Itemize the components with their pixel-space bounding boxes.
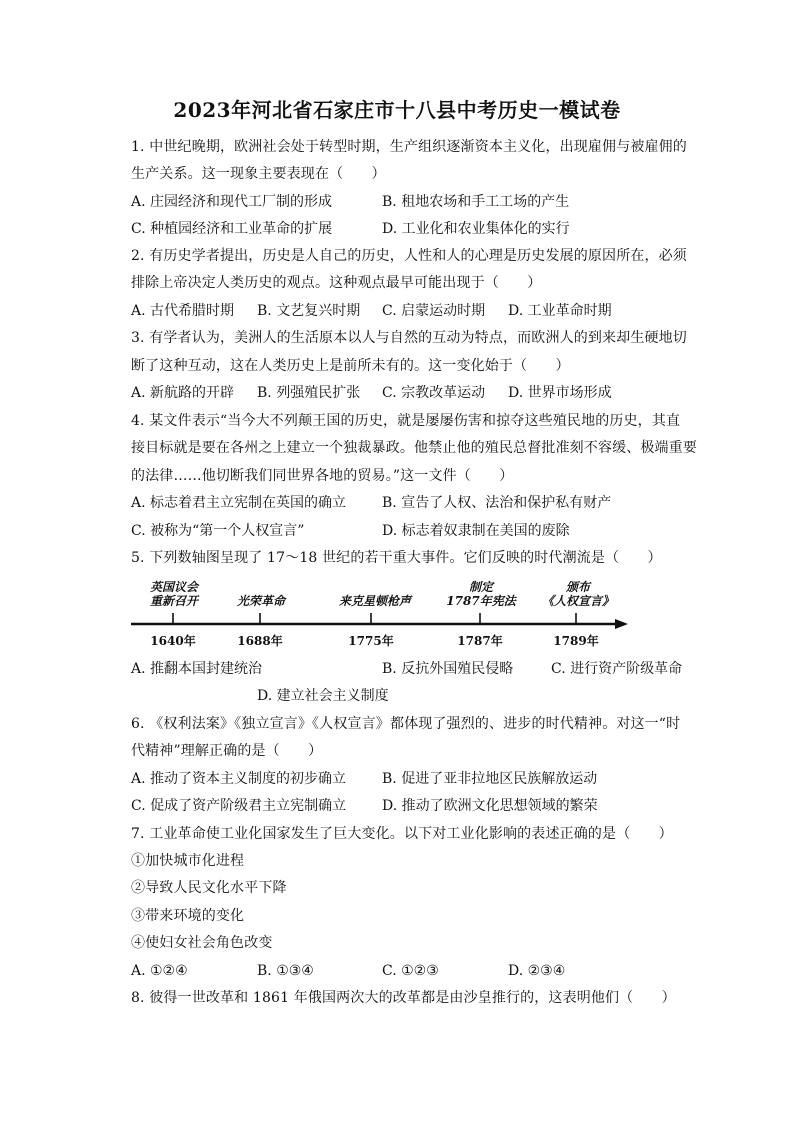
q7-option-b: B. ①③④ <box>257 963 314 979</box>
timeline-event-1640: 英国议会 重新召开 <box>149 580 198 608</box>
q5-stem-line1: 5. 下列数轴图呈现了 17～18 世纪的若干重大事件。它们反映的时代潮流是（ ） <box>131 550 662 566</box>
q4-option-d: D. 标志着奴隶制在美国的废除 <box>382 523 570 539</box>
q7-stem-line1: 7. 工业革命使工业化国家发生了巨大变化。以下对工业化影响的表述正确的是（ ） <box>131 826 673 842</box>
timeline-year-1775: 1775年 <box>348 634 394 648</box>
q1-stem-line2: 生产关系。这一现象主要表现在（ ） <box>131 166 386 182</box>
q1-option-c: C. 种植园经济和工业革命的扩展 <box>131 221 333 237</box>
q5-option-a: A. 推翻本国封建统治 <box>131 661 263 677</box>
timeline-axis-arrow-icon <box>615 619 628 629</box>
q4-stem-line3: 的法律……他切断我们同世界各地的贸易。”这一文件（ ） <box>131 468 514 484</box>
timeline-event-1787: 制定 1787年宪法 <box>446 580 516 608</box>
q1-option-a: A. 庄园经济和现代工厂制的形成 <box>131 194 333 210</box>
q3-option-b: B. 列强殖民扩张 <box>257 385 361 401</box>
q2-option-a: A. 古代希腊时期 <box>131 303 235 319</box>
q1-option-d: D. 工业化和农业集体化的实行 <box>382 221 570 237</box>
q8-stem-line1: 8. 彼得一世改革和 1861 年俄国两次大的改革都是由沙皇推行的，这表明他们（ ） <box>131 990 676 1006</box>
q2-stem-line2: 排除上帝决定人类历史的观点。这种观点最早可能出现于（ ） <box>131 275 542 291</box>
q5-option-d: D. 建立社会主义制度 <box>257 688 389 704</box>
q1-stem-line1: 1. 中世纪晚期，欧洲社会处于转型时期，生产组织逐渐资本主义化，出现雇佣与被雇佣的 <box>131 139 687 155</box>
q4-option-c: C. 被称为“第一个人权宣言” <box>131 523 305 539</box>
q3-option-a: A. 新航路的开辟 <box>131 385 235 401</box>
q6-option-b: B. 促进了亚非拉地区民族解放运动 <box>382 771 598 787</box>
q7-option-a: A. ①②④ <box>131 963 188 979</box>
q4-option-b: B. 宣告了人权、法治和保护私有财产 <box>382 495 612 511</box>
page-title: 2023年河北省石家庄市十八县中考历史一模试卷 <box>173 98 621 122</box>
q5-option-c: C. 进行资产阶级革命 <box>551 661 683 677</box>
q2-option-d: D. 工业革命时期 <box>508 303 612 319</box>
timeline-event-1688: 光荣革命 <box>236 594 285 608</box>
q4-stem-line2: 接目标就是要在各州之上建立一个独裁暴政。他禁止他的殖民总督批准刻不容缓、极端重要 <box>131 440 697 456</box>
q3-option-d: D. 世界市场形成 <box>508 385 612 401</box>
timeline-year-1688: 1688年 <box>237 634 283 648</box>
q7-item-3: ③带来环境的变化 <box>131 908 245 924</box>
timeline-figure <box>131 578 631 652</box>
timeline-year-1640: 1640年 <box>150 634 196 648</box>
q2-option-c: C. 启蒙运动时期 <box>382 303 486 319</box>
q7-item-2: ②导致人民文化水平下降 <box>131 880 287 896</box>
q6-stem-line2: 代精神”理解正确的是（ ） <box>131 743 323 759</box>
timeline-event-1775: 来克星顿枪声 <box>338 594 411 608</box>
q6-option-c: C. 促成了资产阶级君主立宪制确立 <box>131 798 347 814</box>
q6-option-a: A. 推动了资本主义制度的初步确立 <box>131 771 347 787</box>
q5-option-b: B. 反抗外国殖民侵略 <box>382 661 514 677</box>
q7-item-4: ④使妇女社会角色改变 <box>131 935 273 951</box>
q3-stem-line1: 3. 有学者认为，美洲人的生活原本以人与自然的互动为特点，而欧洲人的到来却生硬地切 <box>131 330 687 346</box>
q4-option-a: A. 标志着君主立宪制在英国的确立 <box>131 495 347 511</box>
q7-item-1: ①加快城市化进程 <box>131 853 245 869</box>
q4-stem-line1: 4. 某文件表示“当今大不列颠王国的历史，就是屡屡伤害和掠夺这些殖民地的历史，其直 <box>131 413 681 429</box>
timeline-year-1787: 1787年 <box>457 634 503 648</box>
q1-option-b: B. 租地农场和手工工场的产生 <box>382 194 570 210</box>
q3-stem-line2: 断了这种互动，这在人类历史上是前所未有的。这一变化始于（ ） <box>131 358 570 374</box>
q3-option-c: C. 宗教改革运动 <box>382 385 486 401</box>
q7-option-c: C. ①②③ <box>382 963 439 979</box>
timeline-year-1789: 1789年 <box>553 634 599 648</box>
q2-option-b: B. 文艺复兴时期 <box>257 303 361 319</box>
q7-option-d: D. ②③④ <box>508 963 566 979</box>
q6-stem-line1: 6. 《权利法案》《独立宣言》《人权宣言》都体现了强烈的、进步的时代精神。对这一“时 <box>131 716 681 732</box>
q2-stem-line1: 2. 有历史学者提出，历史是人自己的历史，人性和人的心理是历史发展的原因所在，必须 <box>131 248 687 264</box>
timeline-event-1789: 颁布 《人权宣言》 <box>541 580 614 608</box>
q6-option-d: D. 推动了欧洲文化思想领域的繁荣 <box>382 798 598 814</box>
